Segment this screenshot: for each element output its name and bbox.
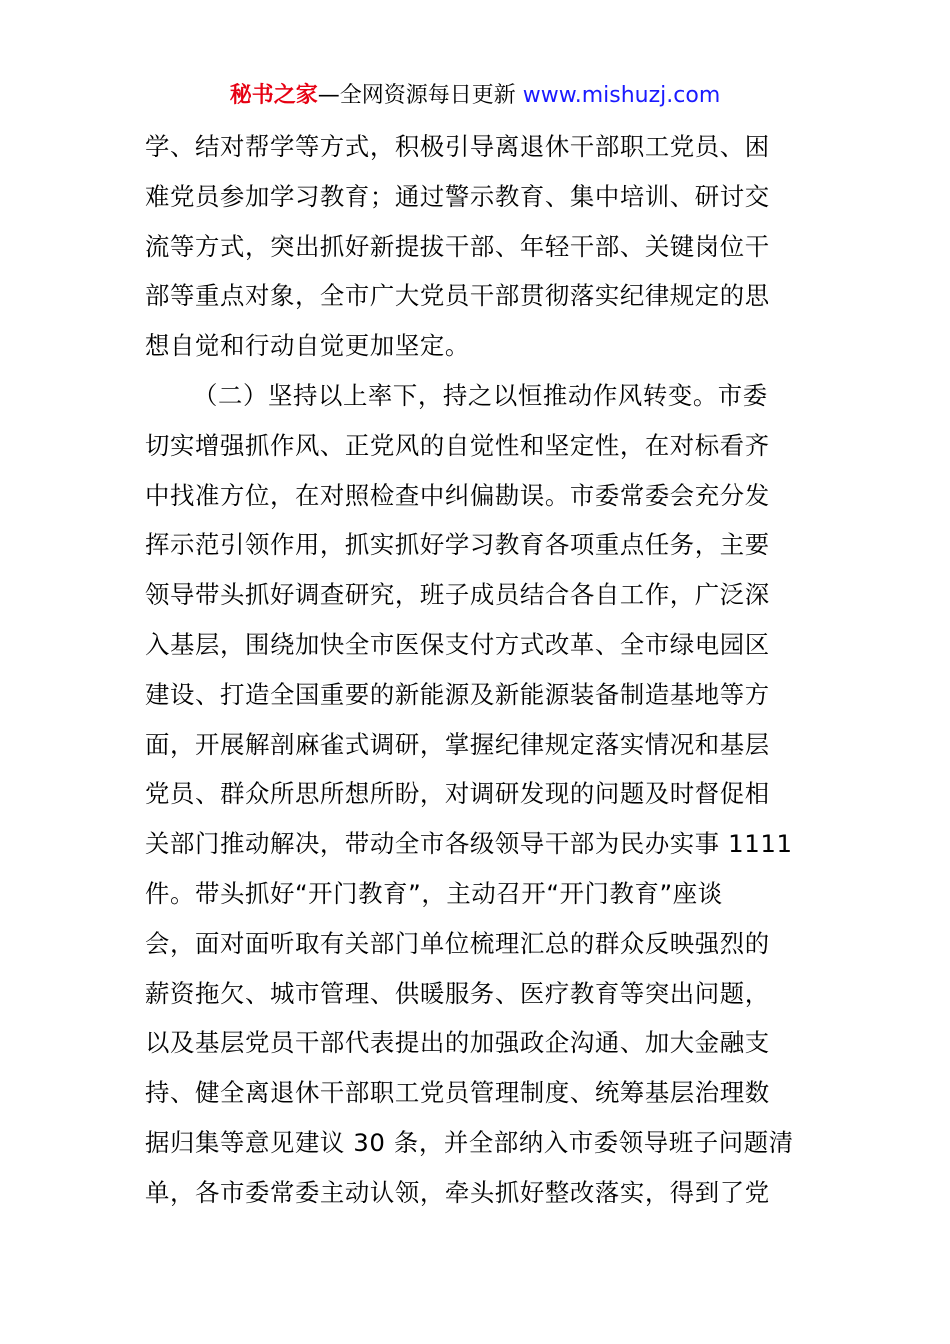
document-body: [145, 122, 809, 1218]
text-line: 件。带头抓好“开门教育”，主动召开“开门教育”座谈: [145, 878, 723, 908]
text-line: 建设、打造全国重要的新能源及新能源装备制造基地等方: [145, 679, 770, 709]
text-line: 切实增强抓作风、正党风的自觉性和坚定性，在对标看齐: [145, 430, 770, 460]
text-line: 领导带头抓好调查研究，班子成员结合各自工作，广泛深: [145, 580, 770, 610]
text-line: 据归集等意见建议 30 条，并全部纳入市委领导班子问题清: [145, 1127, 794, 1157]
text-line: 单，各市委常委主动认领，牵头抓好整改落实，得到了党: [145, 1177, 770, 1207]
site-tagline: —全网资源每日更新: [317, 83, 523, 108]
site-header: [0, 80, 950, 112]
text-line: 入基层，围绕加快全市医保支付方式改革、全市绿电园区: [145, 629, 770, 659]
site-url-link[interactable]: www.mishuzj.com: [522, 83, 721, 108]
text-line: 部等重点对象，全市广大党员干部贯彻落实纪律规定的思: [145, 281, 770, 311]
text-line: 流等方式，突出抓好新提拔干部、年轻干部、关键岗位干: [145, 231, 770, 261]
site-brand: 秘书之家: [229, 83, 318, 108]
text-line: 面，开展解剖麻雀式调研，掌握纪律规定落实情况和基层: [145, 729, 770, 759]
text-line: 会，面对面听取有关部门单位梳理汇总的群众反映强烈的: [145, 928, 770, 958]
section-heading-line: （二）坚持以上率下，持之以恒推动作风转变。市委: [193, 380, 768, 410]
text-line: 中找准方位，在对照检查中纠偏勘误。市委常委会充分发: [145, 480, 770, 510]
text-line: 关部门推动解决，带动全市各级领导干部为民办实事 1111: [145, 829, 793, 859]
text-line: 学、结对帮学等方式，积极引导离退休干部职工党员、困: [145, 132, 770, 161]
text-line: 薪资拖欠、城市管理、供暖服务、医疗教育等突出问题，: [145, 978, 770, 1008]
text-line: 挥示范引领作用，抓实抓好学习教育各项重点任务，主要: [145, 530, 770, 560]
text-line: 以及基层党员干部代表提出的加强政企沟通、加大金融支: [145, 1028, 770, 1058]
text-line: 党员、群众所思所想所盼，对调研发现的问题及时督促相: [145, 779, 770, 809]
text-line: 想自觉和行动自觉更加坚定。: [145, 331, 470, 361]
text-line: 持、健全离退休干部职工党员管理制度、统筹基层治理数: [145, 1078, 770, 1108]
text-line: 难党员参加学习教育；通过警示教育、集中培训、研讨交: [145, 181, 770, 211]
